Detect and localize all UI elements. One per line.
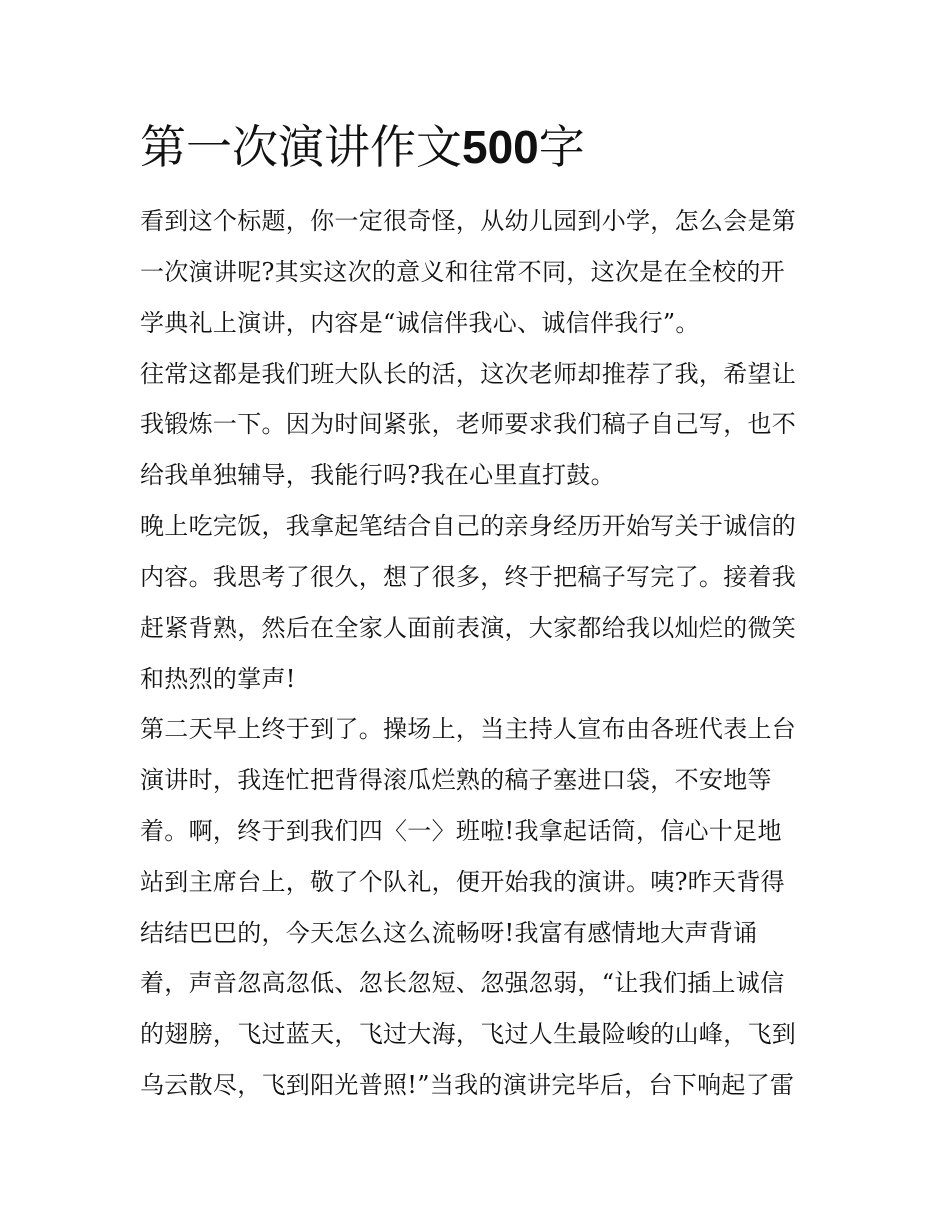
text-line: 往常这都是我们班大队长的活，这次老师却推荐了我，希望让 [140, 360, 797, 388]
text-line: 着，声音忽高忽低、忽长忽短、忽强忽弱，“让我们插上诚信 [140, 969, 785, 997]
text-line: 赶紧背熟，然后在全家人面前表演，大家都给我以灿烂的微笑 [140, 614, 797, 642]
text-line: 我锻炼一下。因为时间紧张，老师要求我们稿子自己写，也不 [140, 410, 797, 438]
text-line: 站到主席台上，敬了个队礼，便开始我的演讲。咦?昨天背得 [140, 868, 785, 896]
title-number: 500 [462, 121, 539, 173]
text-line: 结结巴巴的，今天怎么这么流畅呀!我富有感情地大声背诵 [140, 919, 758, 947]
title-text: 第一次演讲作文 [140, 120, 462, 174]
text-line: 学典礼上演讲，内容是“诚信伴我心、诚信伴我行”。 [140, 309, 700, 337]
text-line: 一次演讲呢?其实这次的意义和往常不同，这次是在全校的开 [140, 258, 785, 286]
text-line: 内容。我思考了很久，想了很多，终于把稿子写完了。接着我 [140, 563, 797, 591]
text-line: 第二天早上终于到了。操场上，当主持人宣布由各班代表上台 [140, 715, 797, 743]
text-line: 乌云散尽，飞到阳光普照!”当我的演讲完毕后，台下响起了雷 [140, 1071, 795, 1099]
text-line: 给我单独辅导，我能行吗?我在心里直打鼓。 [140, 461, 615, 489]
title-suffix: 字 [538, 120, 585, 174]
text-line: 演讲时，我连忙把背得滚瓜烂熟的稿子塞进口袋，不安地等 [140, 766, 772, 794]
document-title [140, 112, 585, 182]
text-line: 看到这个标题，你一定很奇怪，从幼儿园到小学，怎么会是第 [140, 207, 797, 235]
text-line: 着。啊，终于到我们四〈一〉班啦!我拿起话筒，信心十足地 [140, 817, 782, 845]
text-line: 的翅膀，飞过蓝天，飞过大海，飞过人生最险峻的山峰，飞到 [140, 1020, 797, 1048]
text-line: 和热烈的掌声! [140, 665, 296, 693]
text-line: 晚上吃完饭，我拿起笔结合自己的亲身经历开始写关于诚信的 [140, 512, 797, 540]
